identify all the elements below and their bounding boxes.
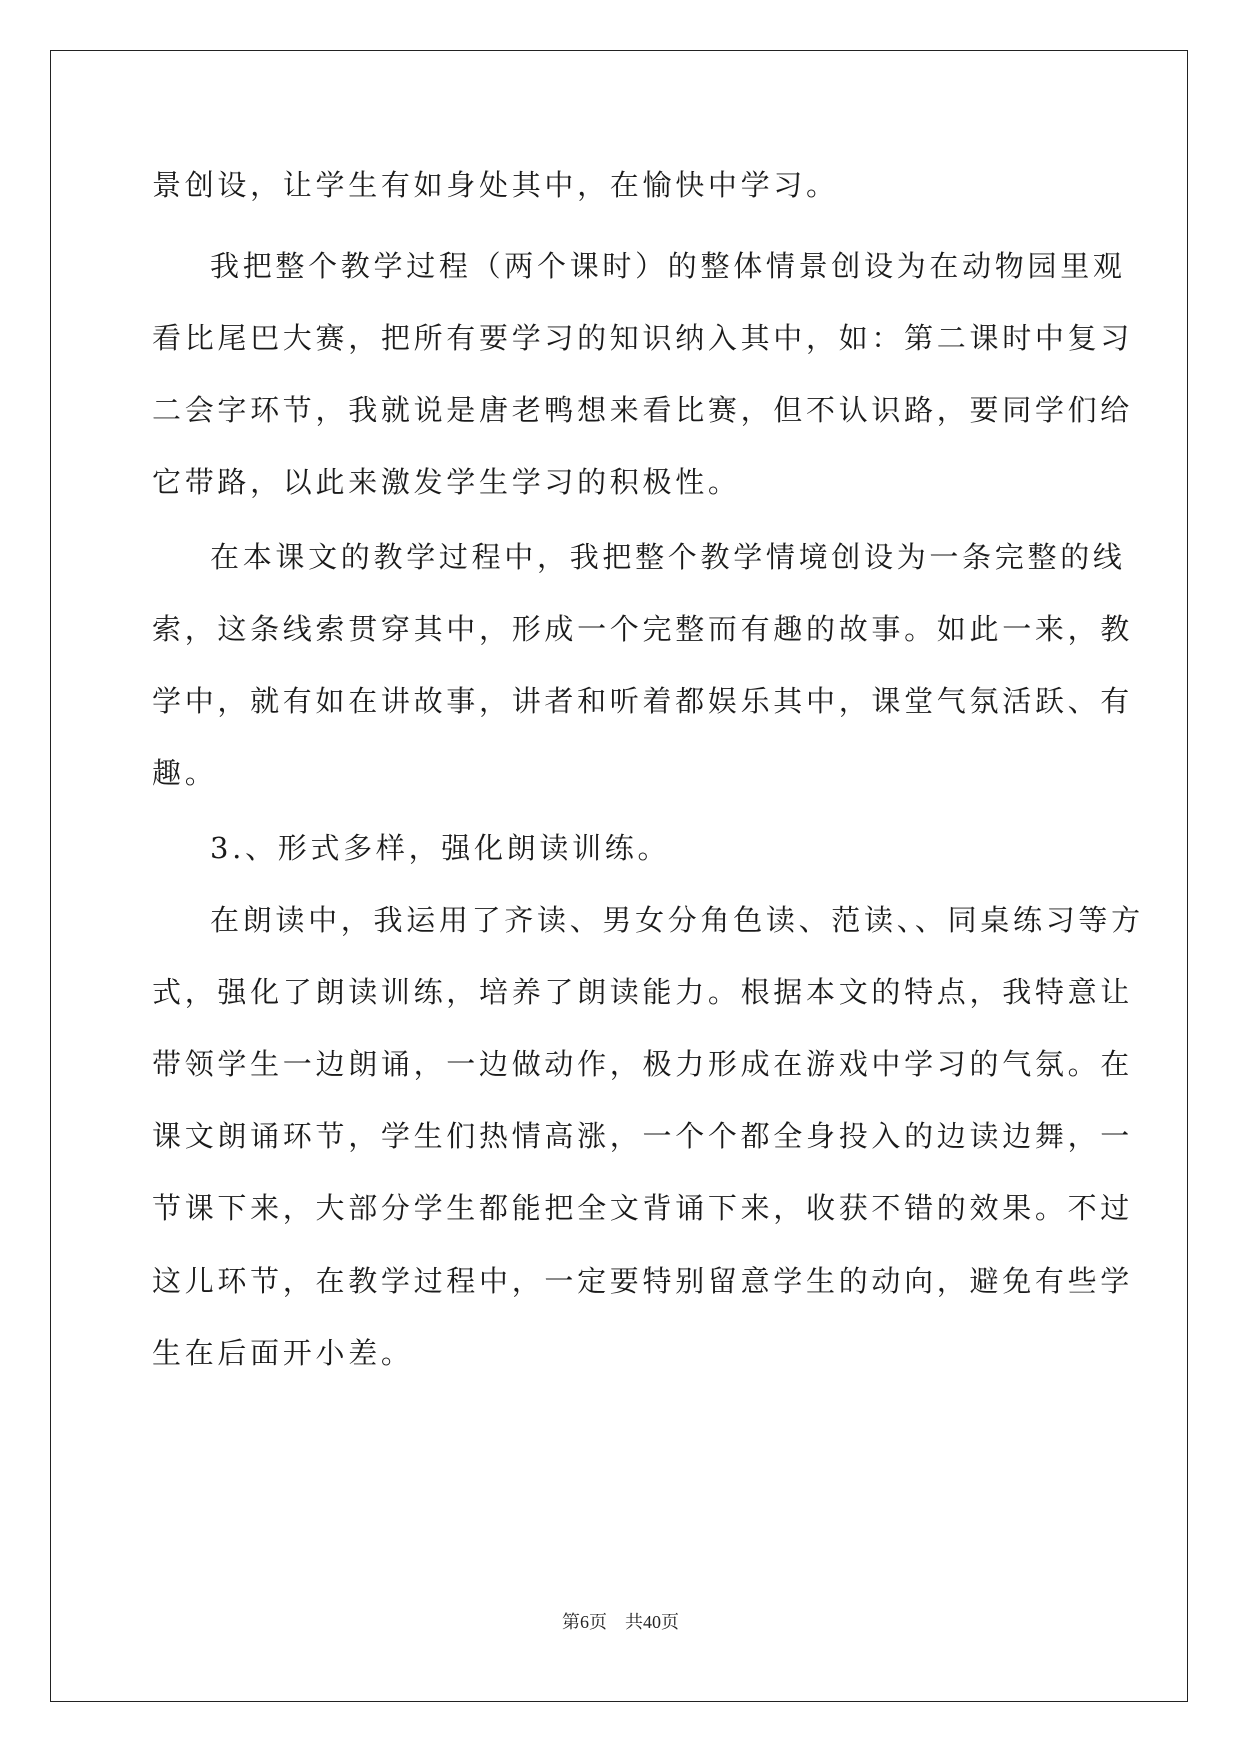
text-line: 我把整个教学过程（两个课时）的整体情景创设为在动物园里观 bbox=[210, 249, 1126, 283]
section-heading: 3.、形式多样，强化朗读训练。 bbox=[210, 831, 671, 865]
text-line: 索，这条线索贯穿其中，形成一个完整而有趣的故事。如此一来，教 bbox=[152, 612, 1134, 646]
text-line: 带领学生一边朗诵，一边做动作，极力形成在游戏中学习的气氛。在 bbox=[152, 1047, 1134, 1081]
text-line: 景创设，让学生有如身处其中，在愉快中学习。 bbox=[152, 168, 839, 202]
text-line: 生在后面开小差。 bbox=[152, 1336, 414, 1370]
total-pages: 共40页 bbox=[625, 1612, 679, 1632]
page-number: 第6页 bbox=[562, 1612, 607, 1632]
text-line: 二会字环节，我就说是唐老鸭想来看比赛，但不认识路，要同学们给 bbox=[152, 393, 1134, 427]
text-line: 式，强化了朗读训练，培养了朗读能力。根据本文的特点，我特意让 bbox=[152, 975, 1134, 1009]
text-line: 看比尾巴大赛，把所有要学习的知识纳入其中，如：第二课时中复习 bbox=[152, 321, 1134, 355]
page-footer bbox=[0, 1608, 1241, 1634]
text-line: 这儿环节，在教学过程中，一定要特别留意学生的动向，避免有些学 bbox=[152, 1264, 1134, 1298]
text-line: 在本课文的教学过程中，我把整个教学情境创设为一条完整的线 bbox=[210, 540, 1126, 574]
text-line: 学中，就有如在讲故事，讲者和听着都娱乐其中，课堂气氛活跃、有 bbox=[152, 684, 1134, 718]
text-line: 课文朗诵环节，学生们热情高涨，一个个都全身投入的边读边舞，一 bbox=[152, 1119, 1134, 1153]
text-line: 趣。 bbox=[152, 756, 218, 790]
text-line: 在朗读中，我运用了齐读、男女分角色读、范读、、同桌练习等方 bbox=[210, 903, 1144, 937]
page-frame bbox=[50, 50, 1188, 1702]
text-line: 它带路，以此来激发学生学习的积极性。 bbox=[152, 465, 741, 499]
text-line: 节课下来，大部分学生都能把全文背诵下来，收获不错的效果。不过 bbox=[152, 1191, 1134, 1225]
